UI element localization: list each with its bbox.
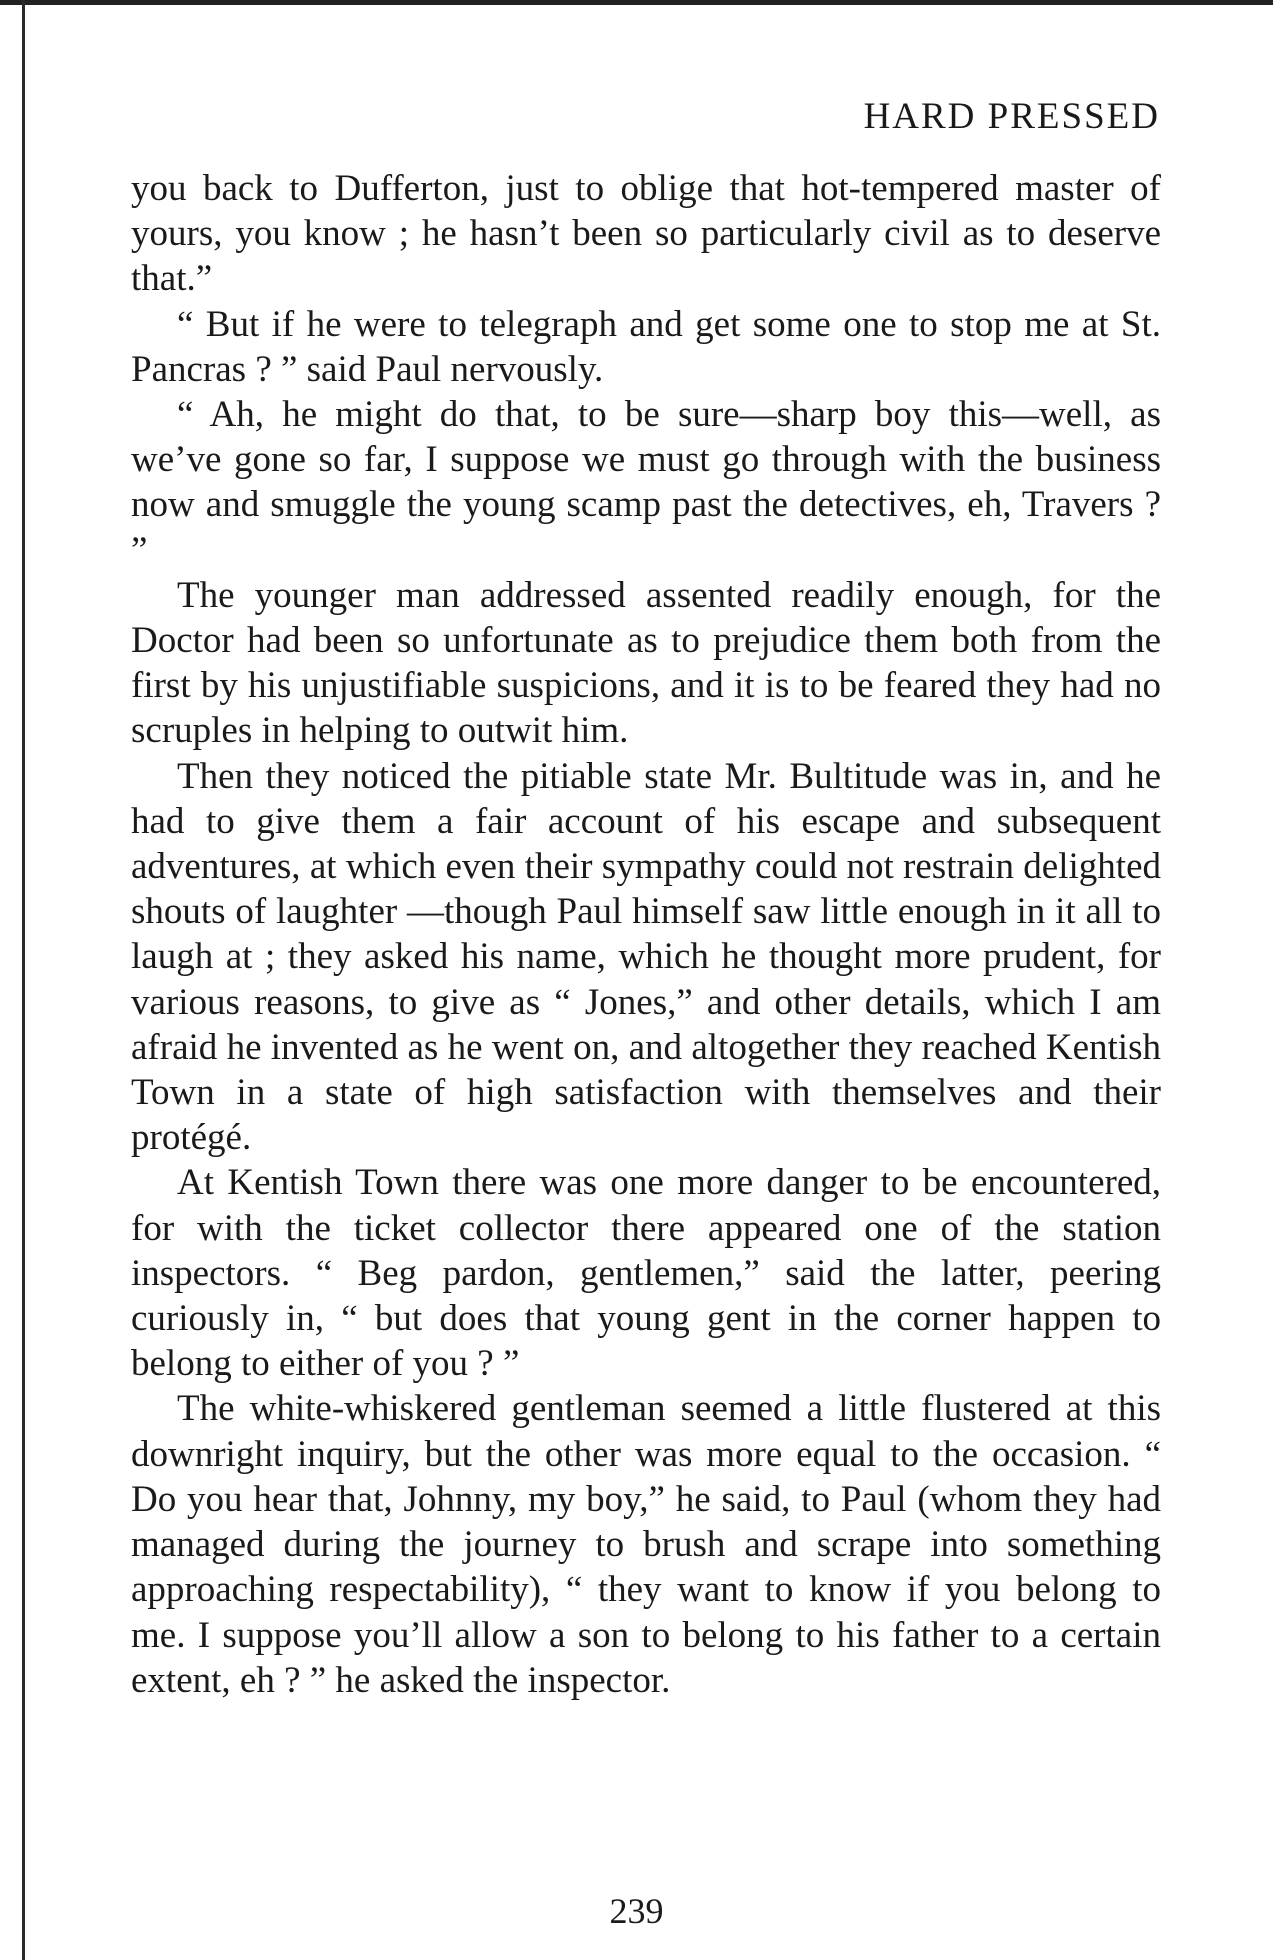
left-border-rule xyxy=(22,0,25,1960)
page-number: 239 xyxy=(609,1891,664,1931)
paragraph: Then they noticed the pitiable state Mr. Bultitude was in, and he had to give them a fair account of his escape and subsequent adventures, at which even their sympathy could not restrain delighted shouts of laughter —though Paul himself saw little enough in it all to laugh at ; they asked his name, which he thought more prudent, for various reasons, to give as “ Jones,” and other details, which I am afraid he invented as he went on, and altogether they reached Kentish Town in a state of high satisfaction with themselves and their protégé. xyxy=(131,755,1161,1159)
paragraph: At Kentish Town there was one more danger to be encountered, for with the ticket collector there appeared one of the station inspectors. “ Beg pardon, gentlemen,” said the latter, peering curiously in, “ but does that young gent in the corner happen to belong to either of you ? ” xyxy=(131,1162,1161,1385)
running-head: HARD PRESSED xyxy=(863,96,1160,137)
paragraph: “ But if he were to telegraph and get some one to stop me at St. Pancras ? ” said Paul nervously. xyxy=(131,303,1161,390)
paragraph: The white-whiskered gentleman seemed a little flustered at this downright inquiry, but the other was more equal to the occasion. “ Do you hear that, Johnny, my boy,” he said, to Paul (whom they had managed during the journey to brush and scrape into something approaching respectability), “ they want to know if you belong to me. I suppose you’ll allow a son to belong to his father to a certain extent, eh ? ” he asked the inspector. xyxy=(131,1388,1161,1701)
page-body xyxy=(131,166,1161,1703)
top-border-rule xyxy=(0,0,1273,5)
paragraph: you back to Dufferton, just to oblige that hot-tempered master of yours, you know ; he hasn’t been so particularly civil as to deserve that.” xyxy=(131,168,1161,300)
paragraph: “ Ah, he might do that, to be sure—sharp boy this—well, as we’ve gone so far, I suppose we must go through with the business now and smuggle the young scamp past the detectives, eh, Travers ? ” xyxy=(131,394,1161,571)
paragraph: The younger man addressed assented readily enough, for the Doctor had been so unfortunate as to prejudice them both from the first by his unjustifiable suspicions, and it is to be feared they had no scruples in helping to outwit him. xyxy=(131,574,1161,752)
